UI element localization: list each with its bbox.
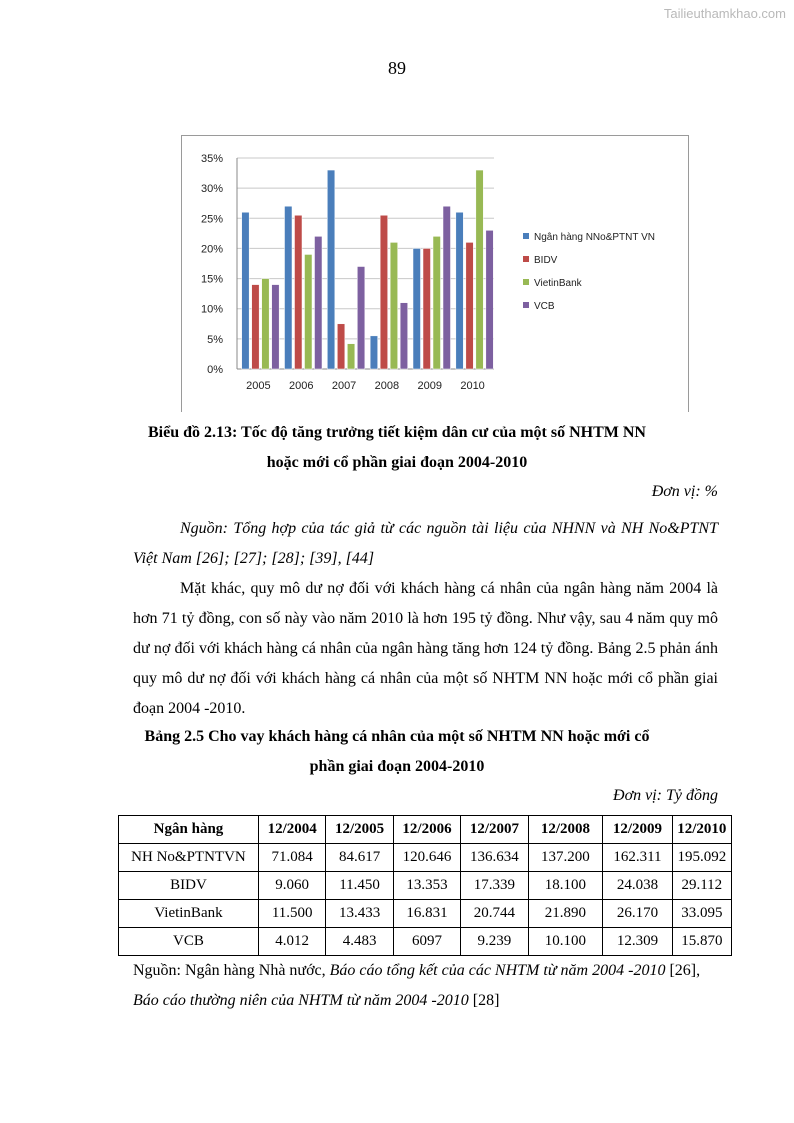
table-cell: 120.646 xyxy=(393,844,460,872)
table-cell: 11.450 xyxy=(326,872,393,900)
header-2007: 12/2007 xyxy=(461,816,528,844)
table-cell: NH No&PTNTVN xyxy=(119,844,259,872)
table-source-title2: Báo cáo thường niên của NHTM từ năm 2004 -2010 xyxy=(133,992,469,1009)
table-cell: 9.060 xyxy=(258,872,325,900)
table-cell: 13.433 xyxy=(326,900,393,928)
header-2004: 12/2004 xyxy=(258,816,325,844)
table-cell: 12.309 xyxy=(603,928,672,956)
bar-2005-1 xyxy=(242,212,250,369)
y-tick-label: 25% xyxy=(200,213,223,226)
table-caption-line1: Bảng 2.5 Cho vay khách hàng cá nhân của một số NHTM NN hoặc mới cổ xyxy=(144,728,650,745)
table-source-suffix: [28] xyxy=(468,992,500,1009)
table-cell: 13.353 xyxy=(393,872,460,900)
table-cell: 11.500 xyxy=(258,900,325,928)
table-cell: 162.311 xyxy=(603,844,672,872)
table-cell: 4.483 xyxy=(326,928,393,956)
bar-2006-4 xyxy=(315,236,323,369)
y-tick-label: 15% xyxy=(200,273,223,286)
table-cell: 137.200 xyxy=(528,844,603,872)
chart-source: Nguồn: Tổng hợp của tác giả từ các nguồn tài liệu của NHNN và NH No&PTNT Việt Nam [26]; [27]; [28]; [39], [44] xyxy=(133,520,718,567)
legend-swatch xyxy=(523,279,529,285)
x-tick-label: 2009 xyxy=(417,380,442,392)
table-source xyxy=(133,956,723,1016)
table-cell: VietinBank xyxy=(119,900,259,928)
table-cell: BIDV xyxy=(119,872,259,900)
table-cell: 33.095 xyxy=(672,900,731,928)
table-row xyxy=(119,872,732,900)
y-tick-label: 5% xyxy=(207,333,223,346)
table-cell: 18.100 xyxy=(528,872,603,900)
bar-2007-3 xyxy=(347,344,355,369)
header-2009: 12/2009 xyxy=(603,816,672,844)
table-cell: 4.012 xyxy=(258,928,325,956)
y-tick-label: 10% xyxy=(200,303,223,316)
x-tick-label: 2006 xyxy=(289,380,314,392)
legend-swatch xyxy=(523,302,529,308)
bar-2006-2 xyxy=(295,215,303,369)
bar-2005-2 xyxy=(252,285,260,369)
chart-caption-line2: hoặc mới cổ phần giai đoạn 2004-2010 xyxy=(266,454,528,471)
header-2010: 12/2010 xyxy=(672,816,731,844)
table-cell: 71.084 xyxy=(258,844,325,872)
bar-2010-1 xyxy=(456,212,464,369)
table-source-mid: [26], xyxy=(665,962,701,979)
table-cell: 21.890 xyxy=(528,900,603,928)
table-cell: 84.617 xyxy=(326,844,393,872)
header-2006: 12/2006 xyxy=(393,816,460,844)
legend-label: BIDV xyxy=(534,255,558,266)
table-cell: 6097 xyxy=(393,928,460,956)
y-tick-label: 0% xyxy=(207,364,223,376)
table-cell: 16.831 xyxy=(393,900,460,928)
y-tick-label: 35% xyxy=(200,153,223,165)
bar-2008-1 xyxy=(370,336,378,369)
header-2005: 12/2005 xyxy=(326,816,393,844)
table-cell: 24.038 xyxy=(603,872,672,900)
table-cell: VCB xyxy=(119,928,259,956)
chart-caption-line1: Biểu đồ 2.13: Tốc độ tăng trưởng tiết kiệm dân cư của một số NHTM NN xyxy=(148,424,646,441)
loan-table xyxy=(118,815,732,956)
table-cell: 9.239 xyxy=(461,928,528,956)
watermark: Tailieuthamkhao.com xyxy=(663,6,786,21)
x-tick-label: 2010 xyxy=(460,380,485,392)
bar-2010-4 xyxy=(486,230,494,369)
x-tick-label: 2005 xyxy=(246,380,271,392)
table-caption-line2: phần giai đoạn 2004-2010 xyxy=(309,758,485,775)
bar-2007-2 xyxy=(337,324,345,369)
header-bank: Ngân hàng xyxy=(119,816,259,844)
bar-2007-4 xyxy=(357,267,365,369)
bar-2008-3 xyxy=(390,242,398,369)
table-header-row xyxy=(119,816,732,844)
table-cell: 136.634 xyxy=(461,844,528,872)
x-tick-label: 2007 xyxy=(331,380,357,392)
bar-2005-4 xyxy=(272,285,280,369)
legend-label: VCB xyxy=(534,301,555,312)
table-cell: 20.744 xyxy=(461,900,528,928)
bar-chart xyxy=(182,136,690,413)
bar-2010-2 xyxy=(466,242,474,369)
chart-unit: Đơn vị: % xyxy=(651,483,718,500)
bar-2006-3 xyxy=(305,254,313,369)
y-tick-label: 20% xyxy=(200,243,223,256)
table-cell: 17.339 xyxy=(461,872,528,900)
page-number: 89 xyxy=(388,58,406,78)
bar-2006-1 xyxy=(285,206,293,369)
header-2008: 12/2008 xyxy=(528,816,603,844)
legend-swatch xyxy=(523,256,529,262)
table-row xyxy=(119,928,732,956)
body-paragraph: Mặt khác, quy mô dư nợ đối với khách hàng cá nhân của ngân hàng năm 2004 là hơn 71 tỷ đồng, con số này vào năm 2010 là hơn 195 tỷ đồng. Như vậy, sau 4 năm quy mô dư nợ đối với khách hàng cá nhân của ngân hàng tăng hơn 124 tỷ đồng. Bảng 2.5 phản ánh quy mô dư nợ đối với khách hàng cá nhân của một số NHTM NN hoặc mới cổ phần giai đoạn 2004 -2010. xyxy=(133,580,718,717)
table-source-title1: Báo cáo tổng kết của các NHTM từ năm 2004 -2010 xyxy=(329,962,666,979)
bar-2010-3 xyxy=(476,170,484,369)
bar-2009-4 xyxy=(443,206,451,369)
chart-container xyxy=(181,135,689,412)
table-cell: 15.870 xyxy=(672,928,731,956)
table-cell: 195.092 xyxy=(672,844,731,872)
bar-2009-3 xyxy=(433,236,441,369)
bar-2009-1 xyxy=(413,248,421,369)
legend-label: VietinBank xyxy=(534,278,582,289)
legend-label: Ngân hàng NNo&PTNT VN xyxy=(534,232,655,243)
table-cell: 10.100 xyxy=(528,928,603,956)
y-tick-label: 30% xyxy=(200,183,223,196)
bar-2009-2 xyxy=(423,248,431,369)
bar-2008-4 xyxy=(400,303,408,369)
legend-swatch xyxy=(523,233,529,239)
bar-2007-1 xyxy=(327,170,335,369)
bar-2005-3 xyxy=(262,279,270,369)
x-tick-label: 2008 xyxy=(374,380,400,392)
bar-2008-2 xyxy=(380,215,388,369)
table-source-prefix: Nguồn: Ngân hàng Nhà nước, xyxy=(133,962,330,979)
table-row xyxy=(119,900,732,928)
table-cell: 26.170 xyxy=(603,900,672,928)
table-unit: Đơn vị: Tỷ đồng xyxy=(613,787,718,804)
table-cell: 29.112 xyxy=(672,872,731,900)
table-row xyxy=(119,844,732,872)
